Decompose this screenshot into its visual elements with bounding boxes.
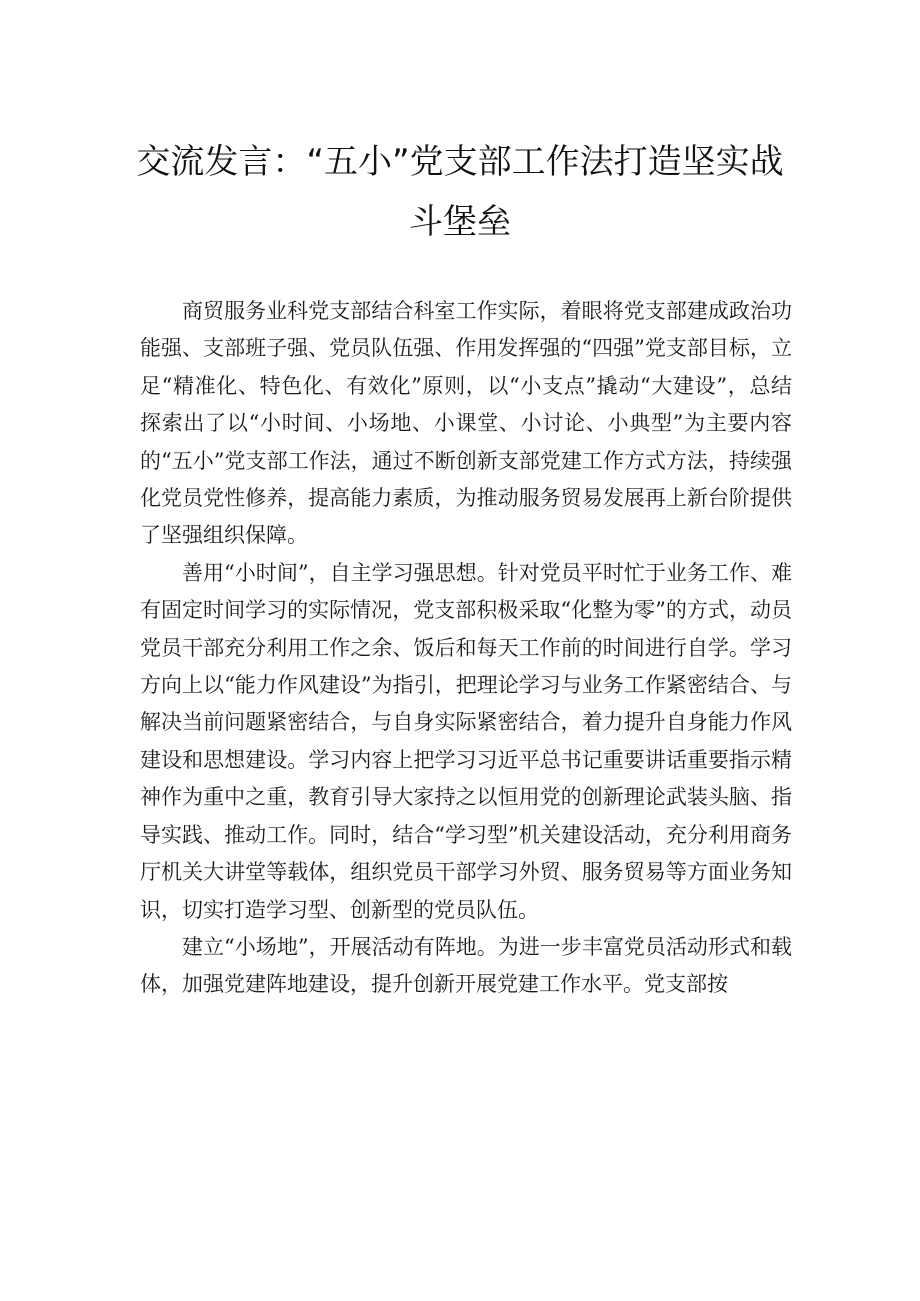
paragraph-small-venue: 建立“小场地”，开展活动有阵地。为进一步丰富党员活动形式和载体，加强党建阵地建设，提升创新开展党建工作水平。党支部按 (140, 934, 792, 997)
title-line-2: 斗堡垒 (409, 202, 511, 242)
title-line-1: 交流发言：“五小”党支部工作法打造坚实战 (136, 142, 784, 182)
paragraph-intro: 商贸服务业科党支部结合科室工作实际，着眼将党支部建成政治功能强、支部班子强、党员队伍强、作用发挥强的“四强”党支部目标，立足“精准化、特色化、有效化”原则，以“小支点”撬动“大建设”，总结探索出了以“小时间、小场地、小课堂、小讨论、小典型”为主要内容的“五小”党支部工作法，通过不断创新支部党建工作方式方法，持续强化党员党性修养，提高能力素质，为推动服务贸易发展再上新台阶提供了坚强组织保障。 (140, 299, 792, 548)
document-title (100, 132, 820, 252)
document-body (140, 293, 792, 1004)
paragraph-small-time: 善用“小时间”，自主学习强思想。针对党员平时忙于业务工作、难有固定时间学习的实际情况，党支部积极采取“化整为零”的方式，动员党员干部充分利用工作之余、饭后和每天工作前的时间进行自学。学习方向上以“能力作风建设”为指引，把理论学习与业务工作紧密结合、与解决当前问题紧密结合，与自身实际紧密结合，着力提升自身能力作风建设和思想建设。学习内容上把学习习近平总书记重要讲话重要指示精神作为重中之重，教育引导大家持之以恒用党的创新理论武装头脑、指导实践、推动工作。同时，结合“学习型”机关建设活动，充分利用商务厅机关大讲堂等载体，组织党员干部学习外贸、服务贸易等方面业务知识，切实打造学习型、创新型的党员队伍。 (140, 560, 792, 922)
